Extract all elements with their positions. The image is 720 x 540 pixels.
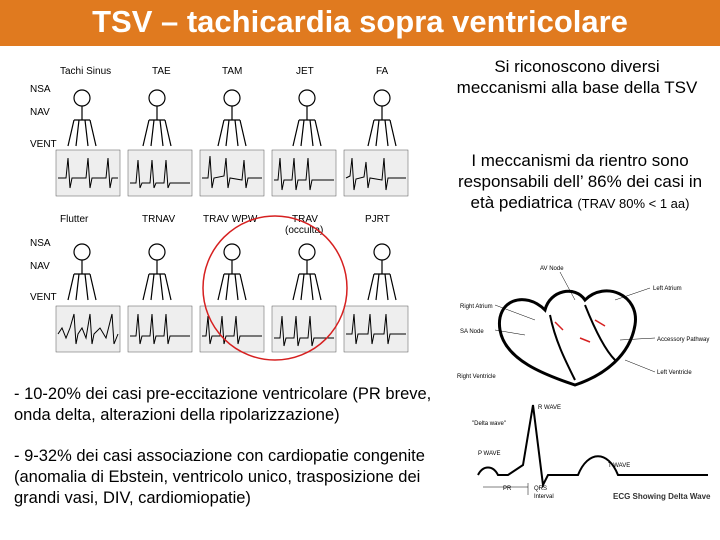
label-interval: Interval (534, 494, 554, 500)
diagram-row-1 (68, 90, 396, 146)
label-vent-2: VENT (30, 292, 57, 303)
header-trav-wpw: TRAV WPW (203, 214, 258, 225)
header-fa: FA (376, 66, 389, 77)
label-accessory-pathway: Accessory Pathway (657, 337, 710, 343)
label-r-wave: R WAVE (538, 405, 562, 411)
label-nav-1: NAV (30, 107, 50, 118)
header-trav-occulta: (occulta) (285, 225, 324, 236)
label-left-ventricle: Left Ventricle (657, 370, 692, 376)
label-delta-wave: "Delta wave" (472, 421, 506, 427)
header-trav: TRAV (292, 214, 318, 225)
label-vent-1: VENT (30, 139, 57, 150)
ecg-caption: ECG Showing Delta Wave (613, 492, 711, 501)
label-t-wave: T WAVE (608, 463, 631, 469)
label-pr: PR (503, 486, 512, 492)
bullet-congenital: - 9-32% dei casi associazione con cardiopatie congenite (anomalia di Ebstein, ventricolo unico, trasposizione dei grandi vasi, DIV, cardiomiopatie) (14, 447, 425, 507)
header-pjrt: PJRT (365, 214, 390, 225)
mechanisms-text: Si riconoscono diversi meccanismi alla base della TSV (456, 57, 698, 97)
header-flutter: Flutter (60, 214, 89, 225)
label-qrs: QRS (534, 486, 548, 492)
label-nsa-2: NSA (30, 238, 51, 249)
header-tam: TAM (222, 66, 243, 77)
header-tae: TAE (152, 66, 171, 77)
label-left-atrium: Left Atrium (653, 286, 682, 292)
label-sa-node: SA Node (460, 329, 484, 335)
header-trnav: TRNAV (142, 214, 176, 225)
bullet-preexcitation: - 10-20% dei casi pre-eccitazione ventricolare (PR breve, onda delta, alterazioni della ripolarizzazione) (14, 385, 432, 424)
label-right-ventricle: Right Ventricle (457, 374, 496, 380)
label-nsa-1: NSA (30, 84, 51, 95)
label-av-node: AV Node (540, 266, 564, 272)
heart-anatomy-figure (455, 260, 720, 390)
label-right-atrium: Right Atrium (460, 304, 493, 310)
reentry-text (455, 150, 705, 214)
header-jet: JET (296, 66, 314, 77)
ecg-delta-wave-figure (468, 395, 720, 507)
label-nav-2: NAV (30, 261, 50, 272)
mechanisms-figure (30, 58, 440, 374)
reentry-main: I meccanismi da rientro sono responsabili dell’ 86% dei casi in età pediatrica (457, 151, 703, 212)
label-p-wave: P WAVE (478, 451, 501, 457)
reentry-note: (TRAV 80% < 1 aa) (577, 196, 690, 211)
header-tachi-sinus: Tachi Sinus (60, 66, 112, 77)
slide-title: TSV – tachicardia sopra ventricolare (92, 4, 628, 39)
